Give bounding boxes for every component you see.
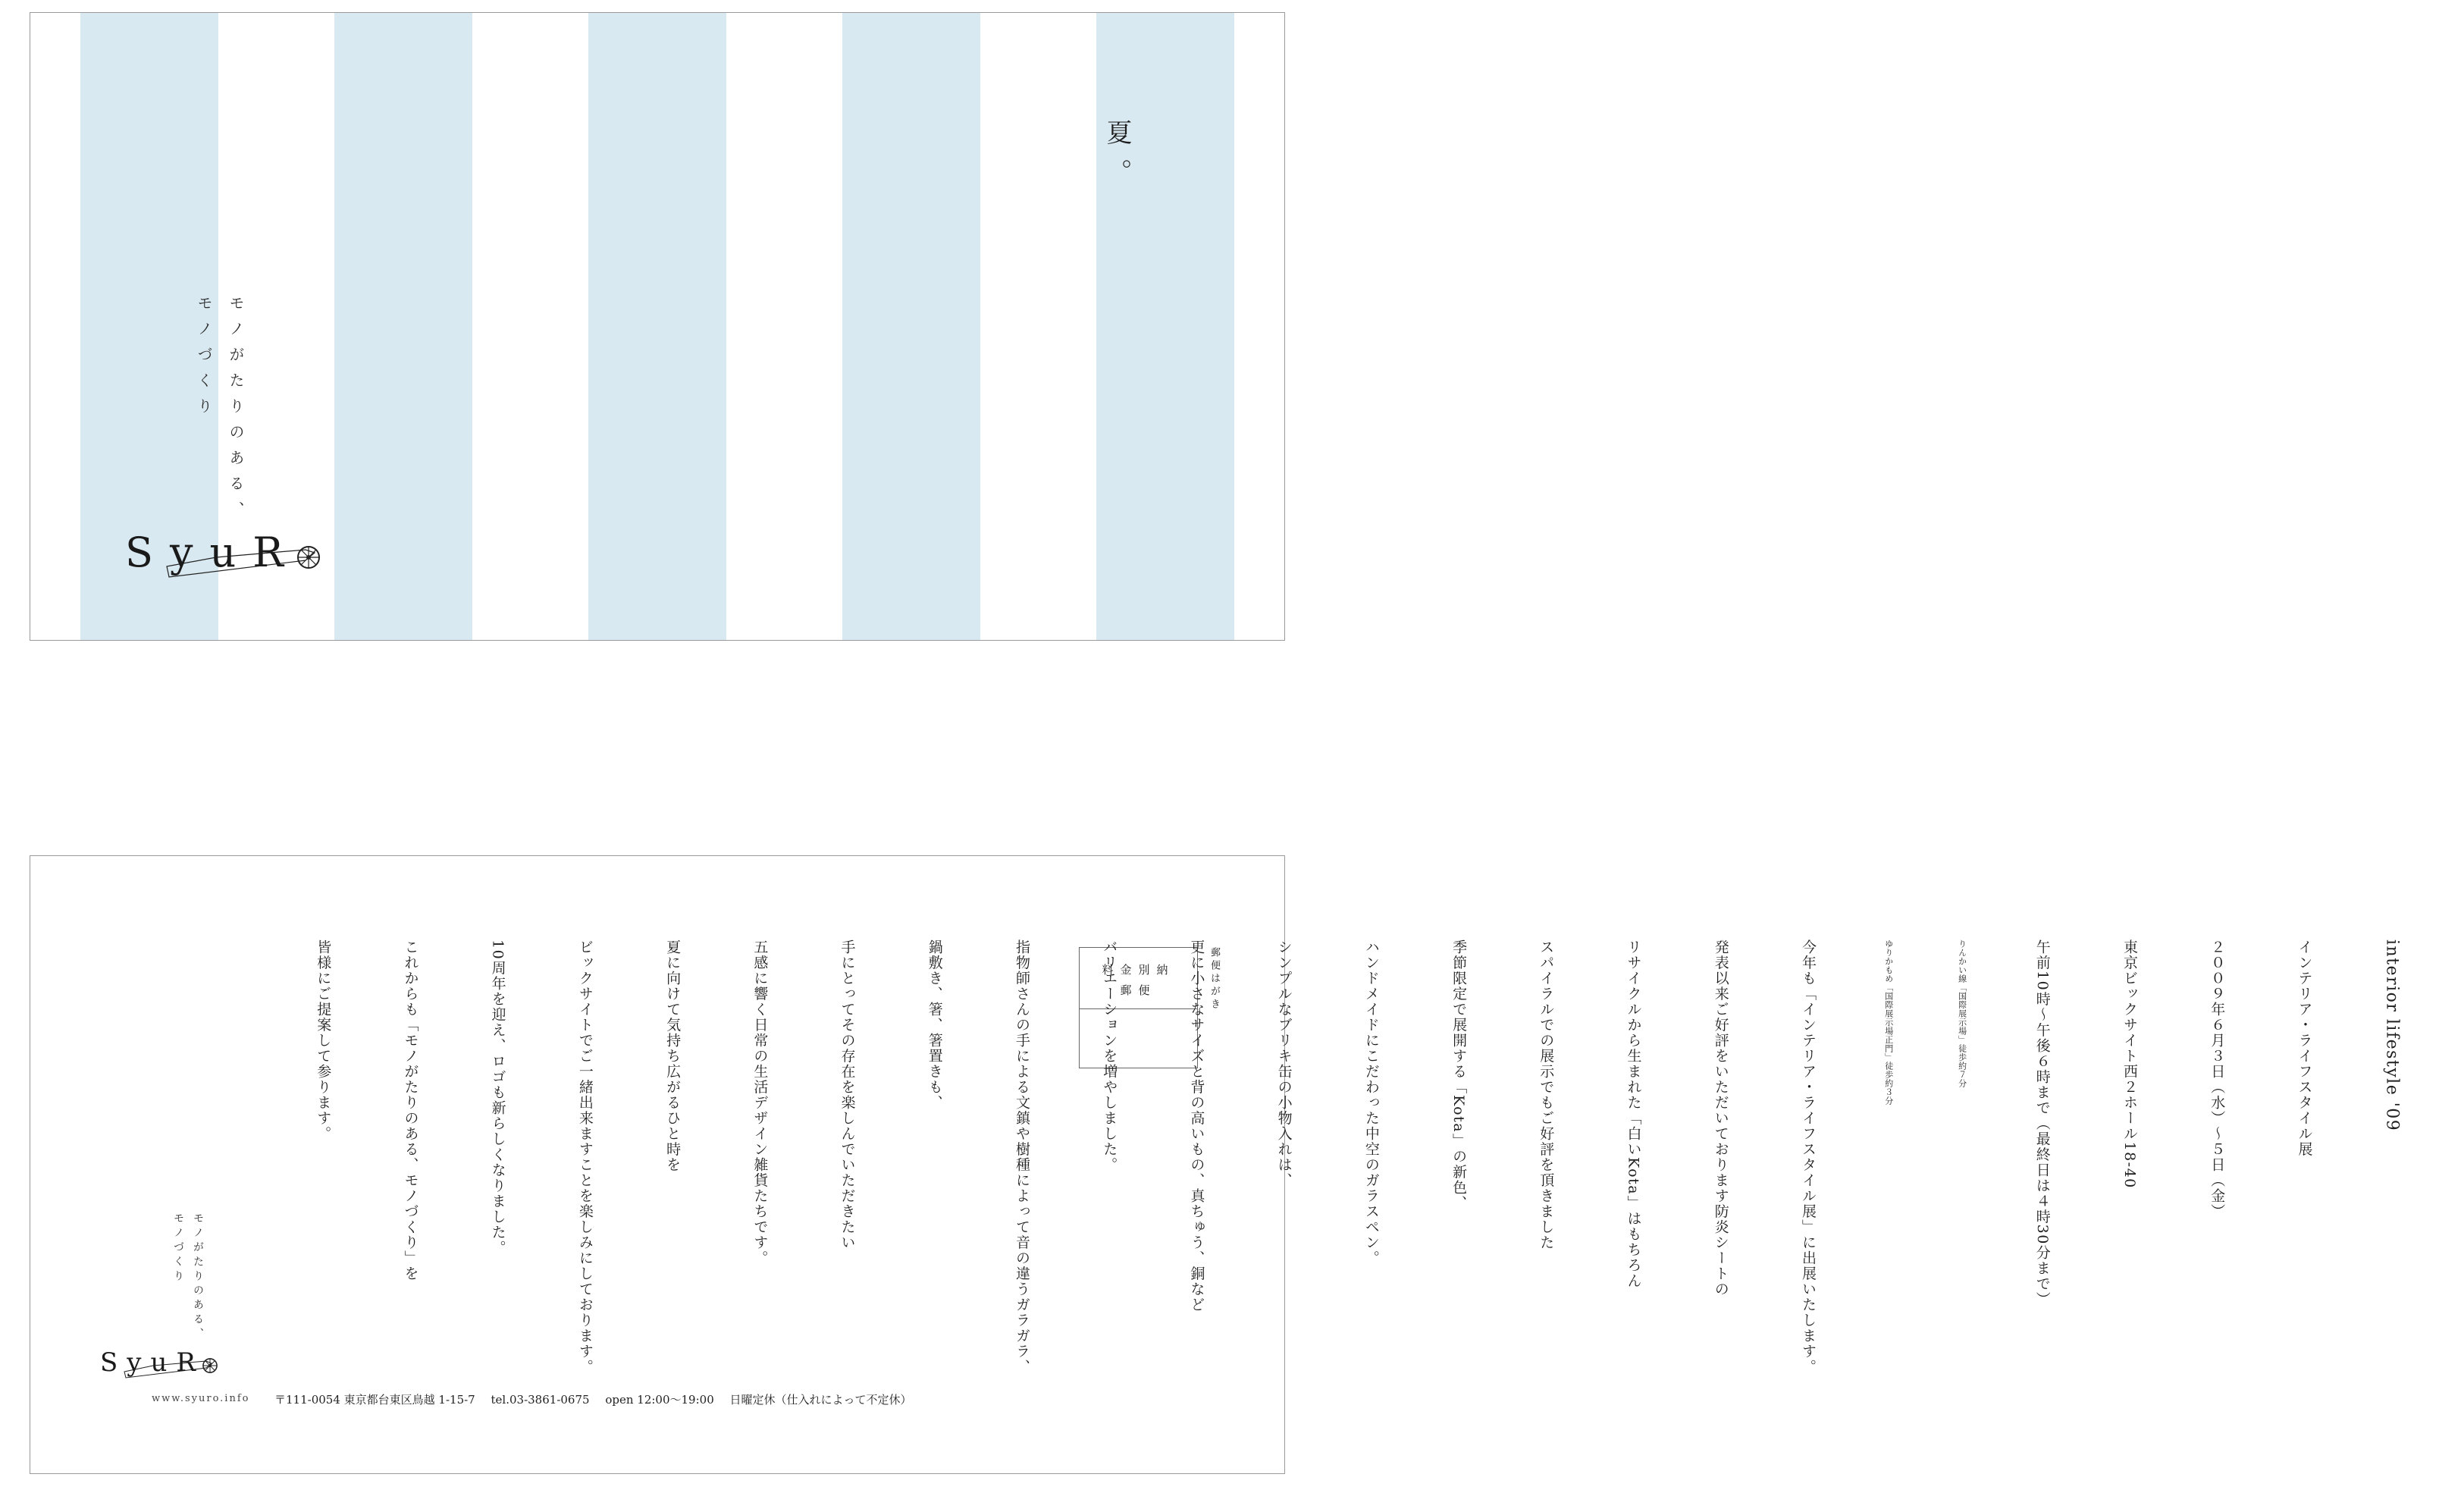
opening-hours: open 12:00〜19:00 — [605, 1393, 714, 1407]
postage-line-1: 料金別納 — [1102, 963, 1175, 977]
wheel-icon — [202, 1357, 218, 1374]
event-announcement — [250, 939, 2464, 1375]
body-line: 季節限定で展開する「Kota」の新色、 — [1450, 939, 1468, 1211]
body-line: リサイクルから生まれた「白いKota」はもちろん — [1625, 939, 1642, 1289]
logo-text: SyuR — [100, 1347, 205, 1378]
tagline-line-2: モノづくり — [172, 1212, 184, 1284]
shop-address-line — [274, 1391, 924, 1407]
body-line: 皆様にご提案して参ります。 — [315, 939, 332, 1142]
body-line: ２００９年６月３日（水）〜５日（金） — [2209, 939, 2226, 1219]
stripe — [842, 13, 980, 640]
access-line: りんかい線「国際展示場」徒歩約７分 — [1957, 939, 1967, 1088]
body-line: 10周年を迎え、ロゴも新らしくなりました。 — [489, 939, 506, 1256]
body-line: 午前10時〜午後６時まで（最終日は４時30分まで） — [2033, 939, 2051, 1307]
logo — [125, 529, 321, 576]
body-line: 今年も「インテリア・ライフスタイル展」に出展いたします。 — [1799, 939, 1817, 1375]
wheel-icon — [296, 544, 321, 570]
body-line: バリエーションを増やしました。 — [1101, 939, 1118, 1173]
tagline-line-1: モノがたりのある、 — [192, 1212, 204, 1342]
body-line: 鍋敷き、箸、箸置きも、 — [926, 939, 943, 1111]
headline: 夏。 — [1102, 119, 1132, 198]
body-line: スパイラルでの展示でもご好評を頂きました — [1538, 939, 1555, 1250]
body-line: これからも「モノがたりのある、モノづくり」を — [402, 939, 419, 1281]
body-line: interior lifestyle '09 — [2382, 939, 2402, 1132]
access-line: ゆりかもめ「国際展示場正門」徒歩約３分 — [1883, 939, 1894, 1106]
postcard-front — [30, 12, 1285, 641]
stripe — [334, 13, 472, 640]
body-line: 手にとってその存在を楽しんでいただきたい — [839, 939, 856, 1250]
closed-days: 日曜定休（仕入れによって不定休） — [729, 1393, 912, 1407]
stripe — [1096, 13, 1234, 640]
postage-line-2: 郵便 — [1120, 983, 1157, 997]
body-line: ビックサイトでご一緒出来ますことを楽しみにしております。 — [576, 939, 594, 1375]
postal-address: 〒111-0054 東京都台東区鳥越 1-15-7 — [274, 1393, 475, 1407]
logo-text: SyuR — [125, 529, 300, 576]
tagline-line-2: モノづくり — [195, 295, 213, 424]
body-line: 発表以来ご好評をいただいております防炎シートの — [1712, 939, 1729, 1297]
tagline — [168, 1212, 208, 1342]
postcard-back — [30, 855, 2402, 1474]
website-url: www.syuro.info — [152, 1393, 250, 1404]
stripe — [588, 13, 726, 640]
body-line: ハンドメイドにこだわった中空のガラスペン。 — [1362, 939, 1380, 1266]
body-line: 指物師さんの手による文鎮や樹種によって音の違うガラガラ、 — [1013, 939, 1030, 1375]
phone-number: tel.03-3861-0675 — [491, 1393, 590, 1407]
tagline — [188, 295, 252, 538]
body-line: シンプルなブリキ缶の小物入れは、 — [1275, 939, 1293, 1188]
body-line: 更に小さなサイズと背の高いもの、真ちゅう、銅など — [1188, 939, 1205, 1313]
logo — [100, 1347, 218, 1378]
body-line: 夏に向けて気持ち広がるひと時を — [664, 939, 682, 1173]
body-line: 五感に響く日常の生活デザイン雑貨たちです。 — [751, 939, 769, 1266]
postcard-caption: 郵便はがき — [1208, 947, 1220, 1012]
body-line: インテリア・ライフスタイル展 — [2296, 939, 2313, 1157]
tagline-line-1: モノがたりのある、 — [227, 295, 245, 527]
body-line: 東京ビックサイト西２ホール18-40 — [2121, 939, 2138, 1189]
